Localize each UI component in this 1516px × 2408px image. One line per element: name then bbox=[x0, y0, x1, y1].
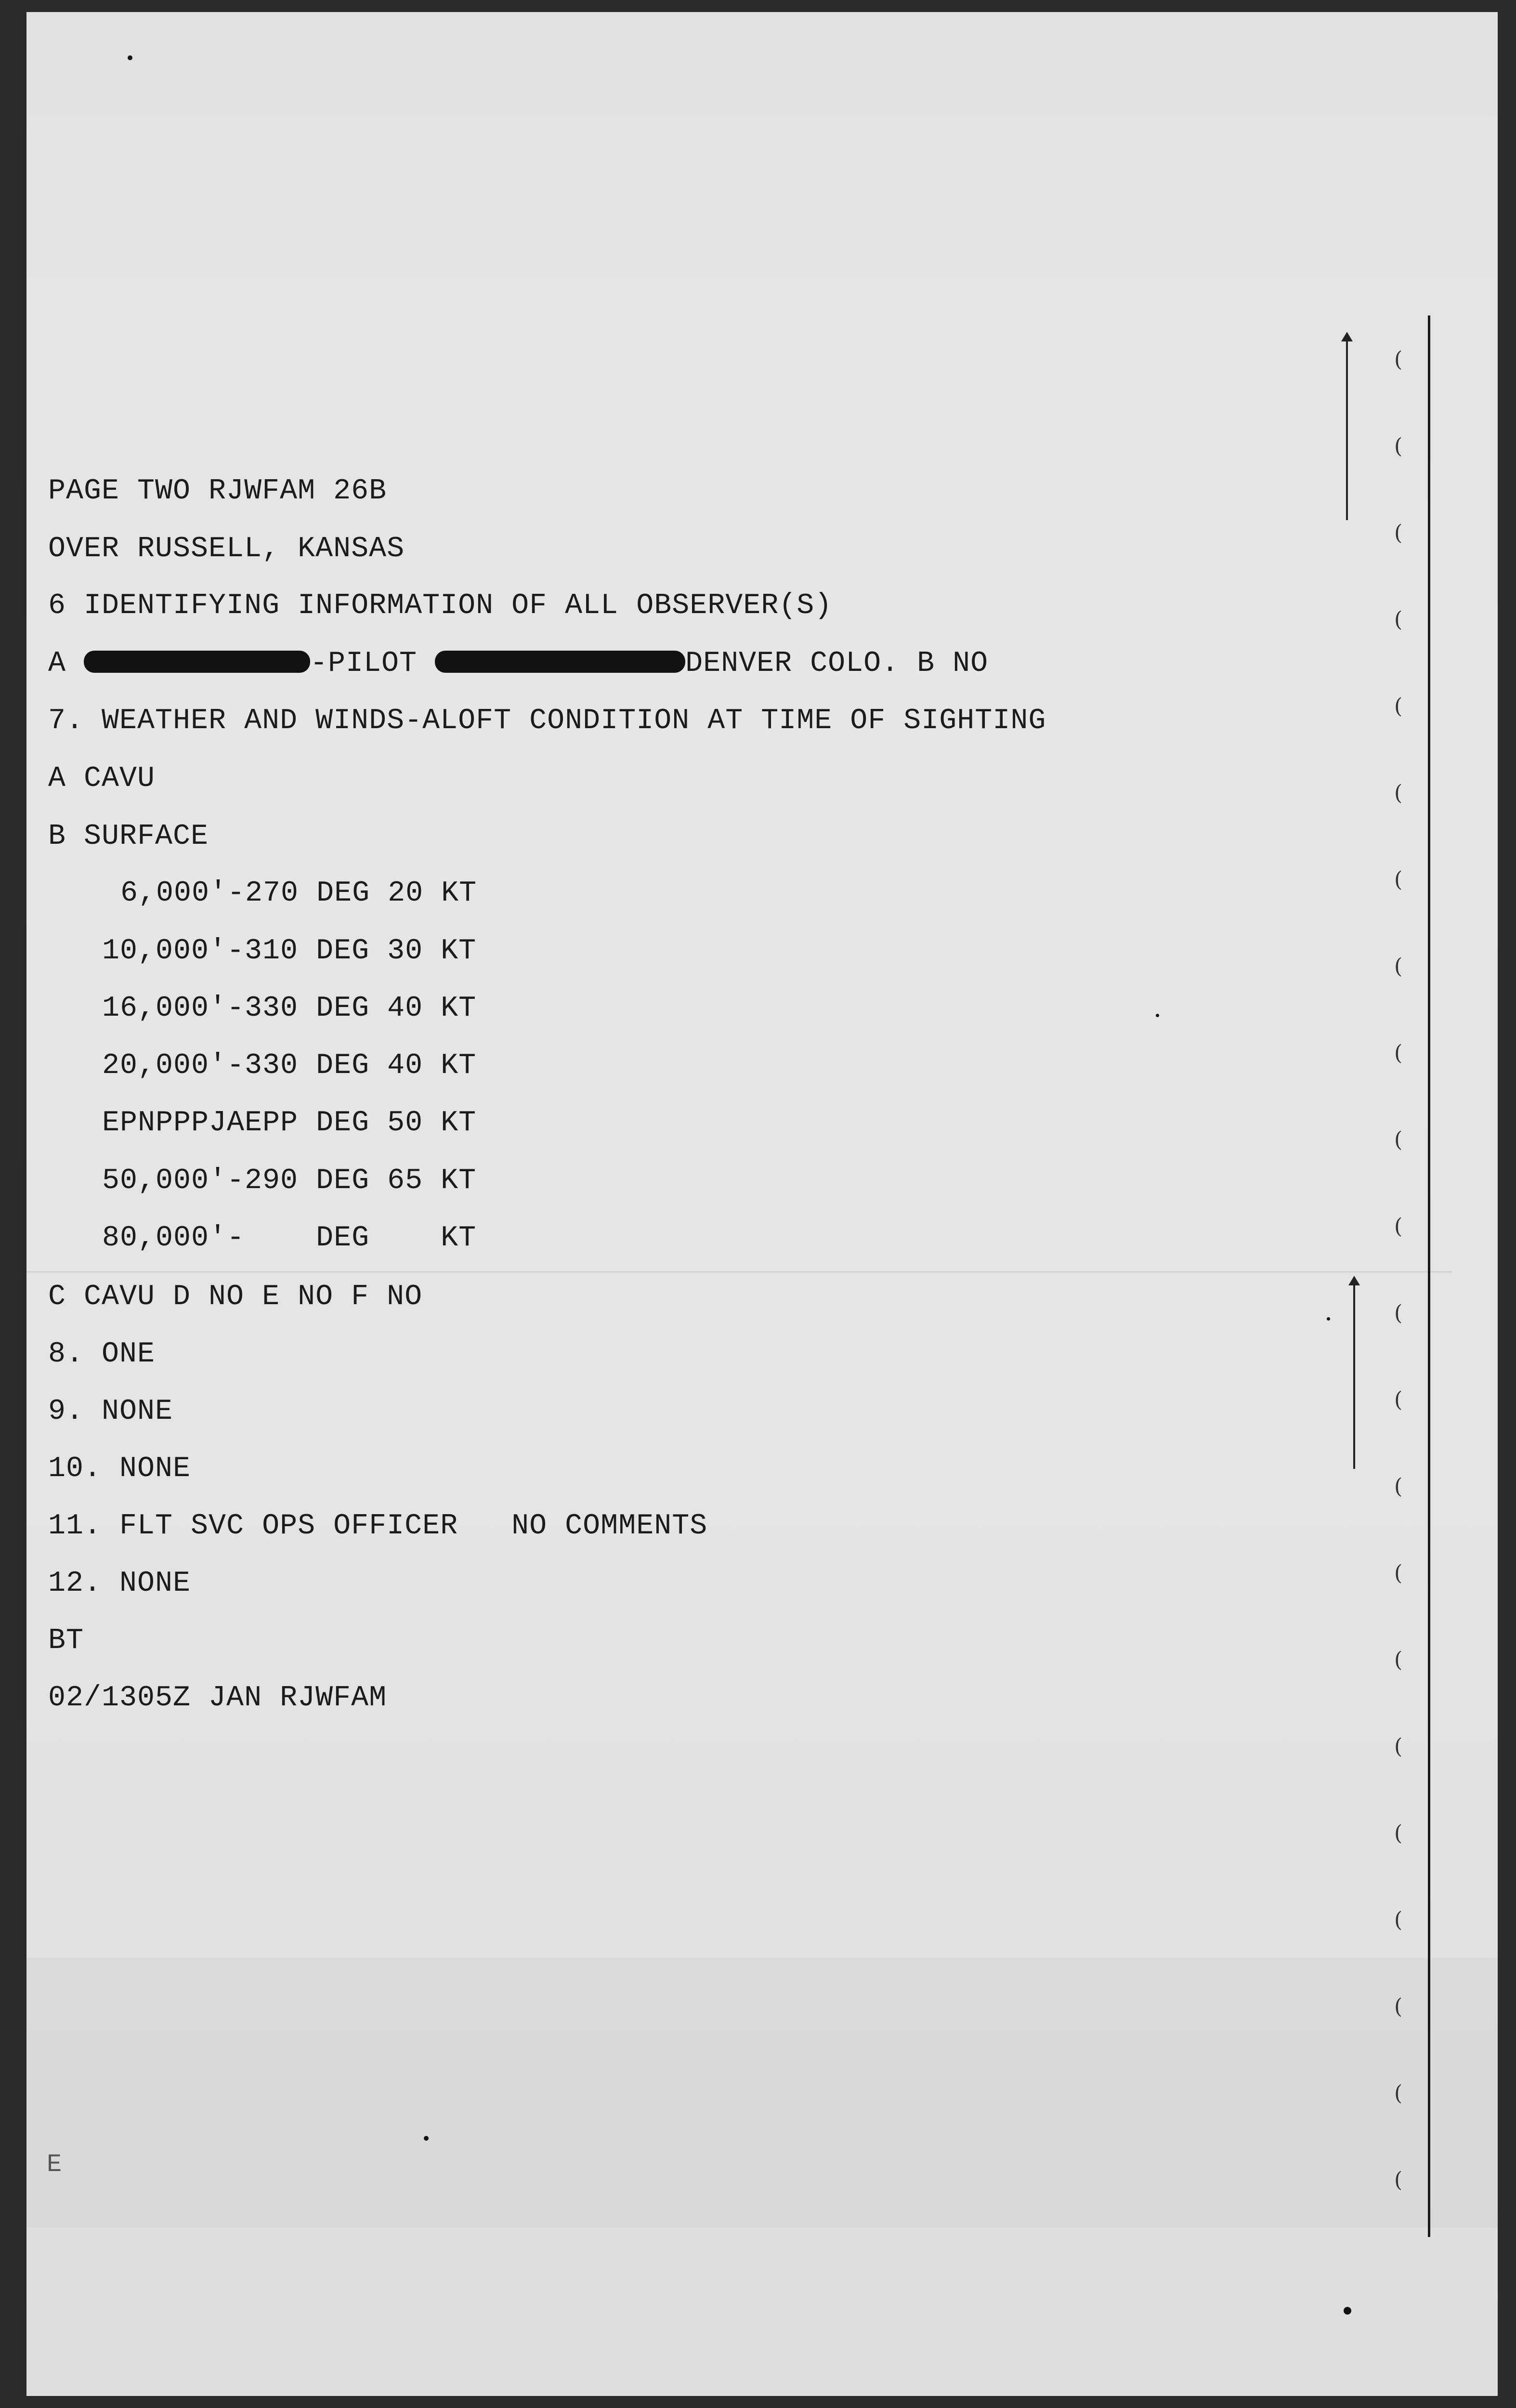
scan-speck bbox=[128, 55, 132, 60]
feed-hole-mark: ( bbox=[1394, 1127, 1403, 1152]
item-8: 8. ONE bbox=[48, 1338, 156, 1371]
scan-speck bbox=[1344, 2307, 1351, 2315]
feed-hole-mark: ( bbox=[1394, 1387, 1403, 1412]
feed-hole-mark: ( bbox=[1394, 1474, 1403, 1499]
feed-hole-mark: ( bbox=[1394, 954, 1403, 979]
item-10: 10. NONE bbox=[48, 1453, 191, 1485]
wind-row: 10,000'-310 DEG 30 KT bbox=[102, 935, 477, 968]
observer-prefix: A bbox=[48, 647, 84, 680]
footer-mark: E bbox=[47, 2150, 62, 2179]
pilot-label: -PILOT bbox=[310, 647, 435, 680]
feed-hole-mark: ( bbox=[1394, 1561, 1403, 1585]
redaction-bar bbox=[84, 651, 310, 673]
fold-line bbox=[26, 1271, 1452, 1272]
feed-hole-mark: ( bbox=[1394, 347, 1403, 372]
page-header: PAGE TWO RJWFAM 26B bbox=[48, 475, 387, 508]
redaction-bar bbox=[435, 651, 685, 673]
weather-a: A CAVU bbox=[48, 762, 156, 795]
bt-line: BT bbox=[48, 1624, 84, 1657]
feed-hole-mark: ( bbox=[1394, 1214, 1403, 1239]
weather-b: B SURFACE bbox=[48, 820, 209, 853]
feed-hole-mark: ( bbox=[1394, 521, 1403, 545]
feed-hole-mark: ( bbox=[1394, 1908, 1403, 1932]
weather-c: C CAVU D NO E NO F NO bbox=[48, 1281, 423, 1313]
feed-hole-mark: ( bbox=[1394, 1821, 1403, 1845]
scan-speck bbox=[1156, 1014, 1159, 1017]
margin-rule bbox=[1428, 315, 1430, 2237]
margin-arrow bbox=[1346, 340, 1348, 520]
wind-row: 80,000'- DEG KT bbox=[102, 1222, 477, 1255]
observer-line bbox=[48, 649, 988, 678]
feed-hole-mark: ( bbox=[1394, 1041, 1403, 1065]
scan-speck bbox=[1327, 1317, 1330, 1321]
item-9: 9. NONE bbox=[48, 1395, 173, 1428]
dtg-line: 02/1305Z JAN RJWFAM bbox=[48, 1682, 387, 1714]
section-7-title: 7. WEATHER AND WINDS-ALOFT CONDITION AT TIME OF SIGHTING bbox=[48, 705, 1046, 737]
page-shading bbox=[26, 1958, 1498, 2227]
wind-row: 6,000'-270 DEG 20 KT bbox=[120, 877, 477, 910]
scan-speck bbox=[424, 2136, 429, 2141]
observer-city: DENVER COLO. B NO bbox=[685, 647, 989, 680]
feed-hole-mark: ( bbox=[1394, 607, 1403, 632]
wind-row: 50,000'-290 DEG 65 KT bbox=[102, 1165, 477, 1197]
margin-arrow bbox=[1353, 1283, 1355, 1469]
feed-hole-mark: ( bbox=[1394, 1734, 1403, 1759]
feed-hole-mark: ( bbox=[1394, 867, 1403, 892]
item-12: 12. NONE bbox=[48, 1567, 191, 1600]
feed-hole-mark: ( bbox=[1394, 781, 1403, 805]
feed-hole-mark: ( bbox=[1394, 1648, 1403, 1672]
feed-hole-mark: ( bbox=[1394, 2081, 1403, 2106]
item-11: 11. FLT SVC OPS OFFICER NO COMMENTS bbox=[48, 1510, 708, 1543]
wind-row: EPNPPPJAEPP DEG 50 KT bbox=[102, 1107, 477, 1139]
feed-hole-mark: ( bbox=[1394, 2168, 1403, 2192]
location-line: OVER RUSSELL, KANSAS bbox=[48, 533, 405, 565]
feed-hole-mark: ( bbox=[1394, 434, 1403, 458]
feed-hole-mark: ( bbox=[1394, 1301, 1403, 1325]
wind-row: 20,000'-330 DEG 40 KT bbox=[102, 1049, 477, 1082]
feed-hole-mark: ( bbox=[1394, 1994, 1403, 2019]
wind-row: 16,000'-330 DEG 40 KT bbox=[102, 992, 477, 1025]
document-page bbox=[26, 12, 1498, 2396]
section-6-title: 6 IDENTIFYING INFORMATION OF ALL OBSERVER(S) bbox=[48, 589, 833, 622]
feed-hole-mark: ( bbox=[1394, 694, 1403, 719]
